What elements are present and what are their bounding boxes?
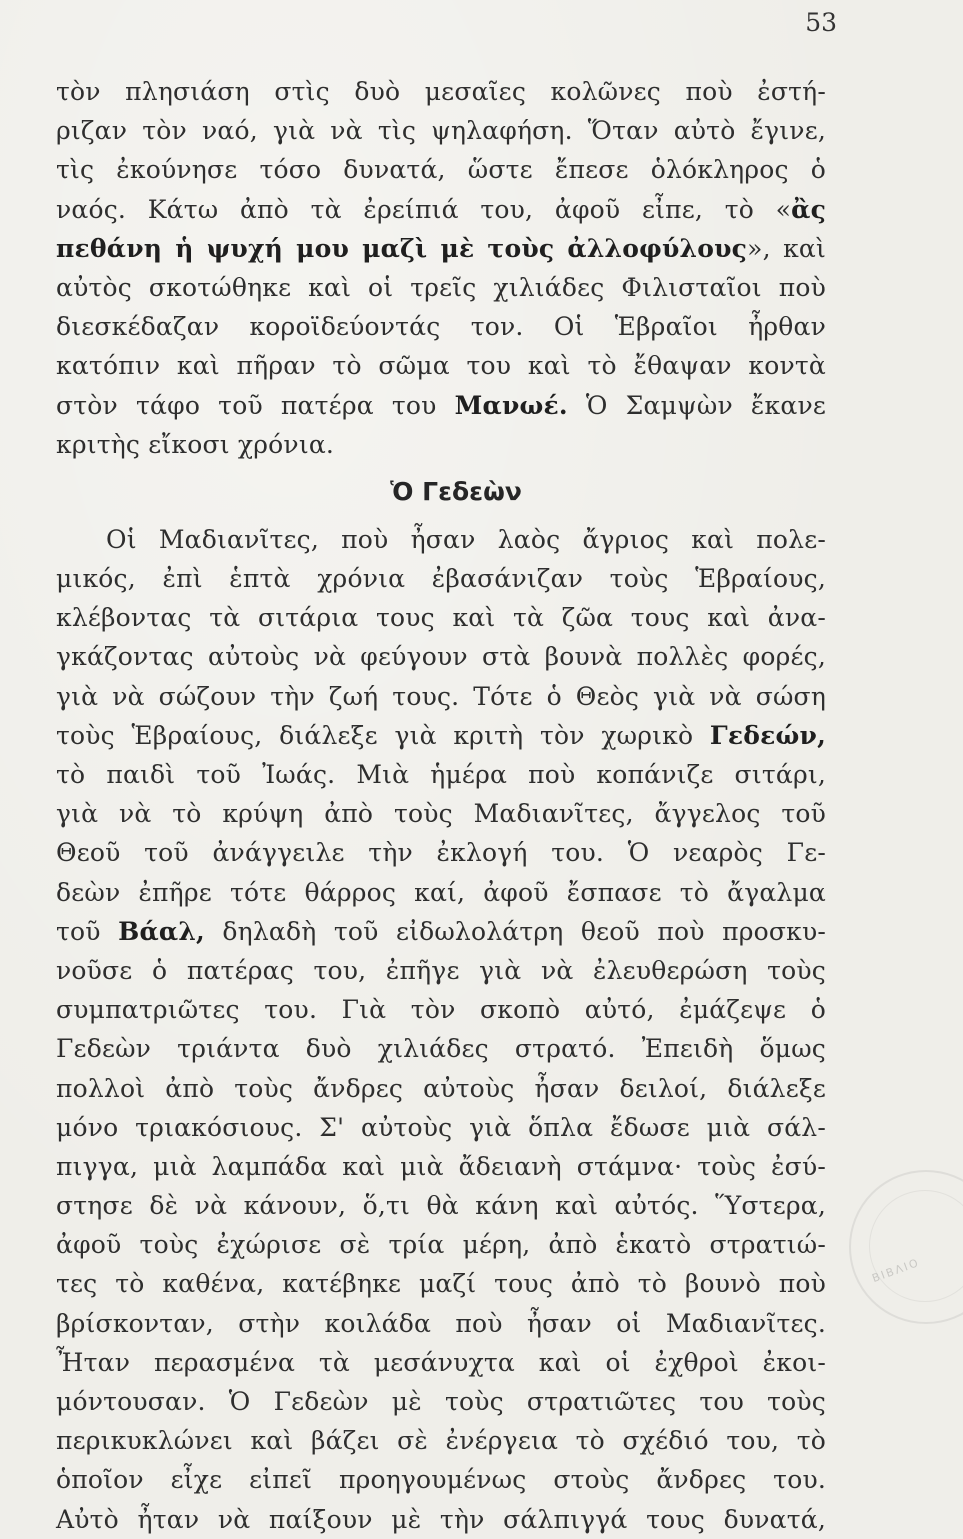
text-body [56,72,826,1539]
text-segment: αὐτὸς σκοτώθηκε καὶ οἱ τρεῖς χιλιάδες Φιλισταῖοι ποὺ [56,272,826,302]
page-number: 53 [805,8,837,37]
text-line [56,637,826,676]
text-line [56,1264,826,1303]
library-stamp-ring [869,1190,963,1302]
text-segment: βρίσκονταν, στὴν κοιλάδα ποὺ ἦσαν οἱ Μαδιανῖτες. [56,1308,826,1338]
text-line [56,873,826,912]
text-segment: πιγγα, μιὰ λαμπάδα καὶ μιὰ ἄδειανὴ στάμνα· τοὺς ἐσύ- [56,1151,826,1181]
emphasized-text: ἂς [791,194,826,224]
text-segment: Ἦταν περασμένα τὰ μεσάνυχτα καὶ οἱ ἐχθροὶ ἐκοι- [56,1347,826,1377]
emphasized-text: Μανωέ. [454,390,568,420]
text-line [56,1186,826,1225]
text-segment: διεσκέδαζαν κοροϊδεύοντάς τον. Οἱ Ἑβραῖοι ἦρθαν [56,312,826,342]
text-line [56,111,826,150]
text-line [56,1382,826,1421]
text-line [56,190,826,229]
section-heading-gideon: Ὁ Γεδεὼν [390,476,522,506]
text-segment: γιὰ νὰ σώζουν τὴν ζωή τους. Τότε ὁ Θεὸς γιὰ νὰ σώση [56,681,826,711]
text-line [56,229,826,268]
text-line [56,677,826,716]
text-line [56,1343,826,1382]
text-line [56,1225,826,1264]
text-segment: δηλαδὴ τοῦ εἰδωλολάτρη θεοῦ ποὺ προσκυ- [204,916,827,946]
paragraph-samson-ending [56,72,826,464]
text-segment: μόνο τριακόσιους. Σ' αὐτοὺς γιὰ ὅπλα ἔδωσε μιὰ σάλ- [56,1112,826,1142]
text-line [56,598,826,637]
library-stamp [849,1170,963,1324]
text-line [56,1108,826,1147]
text-segment: νοῦσε ὁ πατέρας του, ἐπῆγε γιὰ νὰ ἐλευθερώση τοὺς [56,955,826,985]
text-line [56,1304,826,1343]
text-segment: μόντουσαν. Ὁ Γεδεὼν μὲ τοὺς στρατιῶτες του τοὺς [56,1387,826,1416]
text-segment: κλέβοντας τὰ σιτάρια τους καὶ τὰ ζῶα τους καὶ ἀνα- [56,603,826,633]
text-segment: γιὰ νὰ τὸ κρύψη ἀπὸ τοὺς Μαδιανῖτες, ἄγγελος τοῦ [56,799,826,829]
text-segment: τες τὸ καθένα, κατέβηκε μαζί τους ἀπὸ τὸ βουνὸ ποὺ [56,1269,826,1299]
text-line [56,307,826,346]
text-line [56,1029,826,1068]
text-segment: τὸ παιδὶ τοῦ Ἰωάς. Μιὰ ἡμέρα ποὺ κοπάνιζε σιτάρι, [56,760,826,789]
text-segment: ἀφοῦ τοὺς ἐχώρισε σὲ τρία μέρη, ἀπὸ ἑκατὸ στρατιώ- [56,1230,826,1260]
text-segment: Θεοῦ τοῦ ἀνάγγειλε τὴν ἐκλογή του. Ὁ νεαρὸς Γε- [56,838,826,868]
text-segment: κριτὴς εἴκοσι χρόνια. [56,429,335,459]
text-segment: Γεδεὼν τριάντα δυὸ χιλιάδες στρατό. Ἐπειδὴ ὅμως [56,1034,826,1064]
text-segment: στησε δὲ νὰ κάνουν, ὅ,τι θὰ κάνη καὶ αὐτός. Ὕστερα, [56,1191,826,1221]
text-line [56,559,826,598]
emphasized-text: πεθάνη ἡ ψυχή μου μαζὶ μὲ τοὺς ἀλλοφύλους [56,233,748,263]
text-segment: ριζαν τὸν ναό, γιὰ νὰ τὶς ψηλαφήση. Ὅταν αὐτὸ ἔγινε, [56,116,826,146]
text-segment: », καὶ [747,233,826,263]
text-segment: γκάζοντας αὐτοὺς νὰ φεύγουν στὰ βουνὰ πολλὲς φορές, [56,642,826,672]
paragraph-gideon [56,520,826,1539]
text-segment: δεὼν ἐπῆρε τότε θάρρος καί, ἀφοῦ ἔσπασε τὸ ἄγαλμα [56,877,826,907]
text-segment: ὁποῖον εἶχε εἰπεῖ προηγουμένως στοὺς ἄνδρες του. [56,1465,826,1495]
text-segment: Ὁ Σαμψὼν ἔκανε [567,390,826,420]
text-line [56,520,826,559]
text-segment: στὸν τάφο τοῦ πατέρα του [56,390,455,420]
text-segment: Οἱ Μαδιανῖτες, ποὺ ἦσαν λαὸς ἄγριος καὶ πολε- [106,524,826,554]
text-line [56,716,826,755]
text-line [56,346,826,385]
text-segment: συμπατριῶτες του. Γιὰ τὸν σκοπὸ αὐτό, ἐμάζεψε ὁ [56,995,826,1025]
text-line [56,386,826,425]
text-segment: τοὺς Ἑβραίους, διάλεξε γιὰ κριτὴ τὸν χωρικὸ [56,720,710,750]
text-line [56,755,826,794]
text-segment: μικός, ἐπὶ ἑπτὰ χρόνια ἐβασάνιζαν τοὺς Ἑβραίους, [56,564,826,594]
text-line [56,72,826,111]
text-line [56,268,826,307]
text-segment: ναός. Κάτω ἀπὸ τὰ ἐρείπιά του, ἀφοῦ εἶπε, τὸ « [56,194,792,224]
text-segment: περικυκλώνει καὶ βάζει σὲ ἐνέργεια τὸ σχέδιό του, τὸ [56,1426,826,1456]
emphasized-text: Γεδεών, [709,720,826,750]
text-segment: τὸν πλησιάση στὶς δυὸ μεσαῖες κολῶνες ποὺ ἐστή- [56,77,826,106]
text-line [56,425,826,464]
text-line [56,833,826,872]
text-segment: πολλοὶ ἀπὸ τοὺς ἄνδρες αὐτοὺς ἦσαν δειλοί, διάλεξε [56,1073,826,1103]
text-segment: τοῦ [56,916,119,946]
text-line [56,1460,826,1499]
text-line [56,1147,826,1186]
text-line [56,951,826,990]
text-line [56,912,826,951]
text-line [56,990,826,1029]
text-line [56,150,826,189]
text-segment: κατόπιν καὶ πῆραν τὸ σῶμα του καὶ τὸ ἔθαψαν κοντὰ [56,351,826,381]
text-line [56,794,826,833]
text-segment: τὶς ἐκούνησε τόσο δυνατά, ὥστε ἔπεσε ὁλόκληρος ὁ [56,155,826,185]
text-segment: Αὐτὸ ἦταν νὰ παίξουν μὲ τὴν σάλπιγγά τους δυνατά, [56,1504,826,1534]
text-line [56,1069,826,1108]
text-line [56,1421,826,1460]
emphasized-text: Βάαλ, [118,916,205,946]
text-line [56,1500,826,1539]
library-stamp-text: ΒΙΒΛΙΟ [870,1255,922,1286]
